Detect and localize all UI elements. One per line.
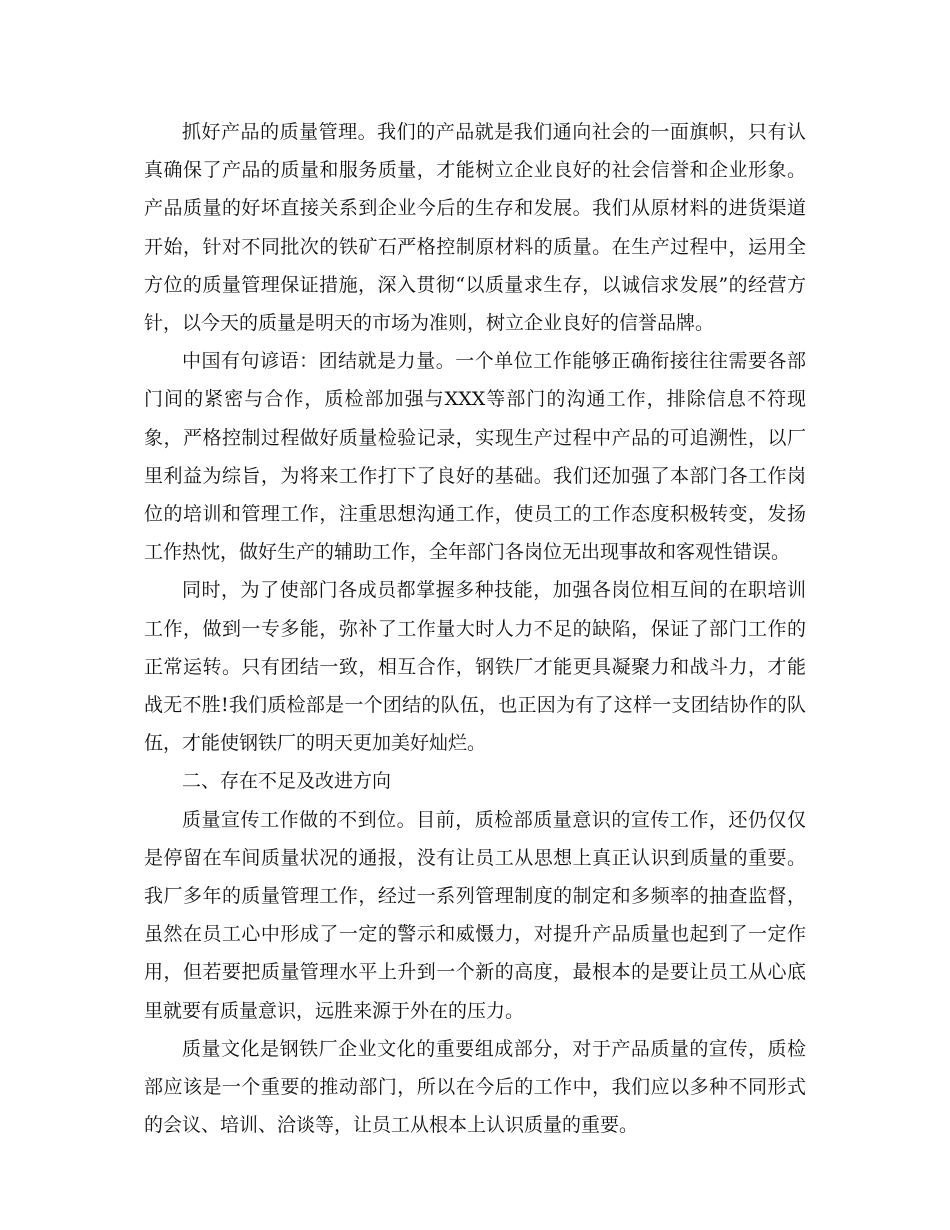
paragraph-training: 同时，为了使部门各成员都掌握多种技能，加强各岗位相互间的在职培训工作，做到一专多能，弥补了工作量大时人力不足的缺陷，保证了部门工作的正常运转。只有团结一致，相互合作，钢铁厂才能更具凝聚力和战斗力，才能战无不胜!我们质检部是一个团结的队伍，也正因为有了这样一支团结协作的队伍，才能使钢铁厂的明天更加美好灿烂。: [144, 579, 806, 755]
document-body: [144, 113, 806, 1144]
paragraph-quality-management: 抓好产品的质量管理。我们的产品就是我们通向社会的一面旗帜，只有认真确保了产品的质量和服务质量，才能树立企业良好的社会信誉和企业形象。产品质量的好坏直接关系到企业今后的生存和发展。我们从原材料的进货渠道开始，针对不同批次的铁矿石严格控制原材料的质量。在生产过程中，运用全方位的质量管理保证措施，深入贯彻“以质量求生存，以诚信求发展”的经营方针，以今天的质量是明天的市场为准则，树立企业良好的信誉品牌。: [144, 121, 806, 335]
paragraph-publicity: 质量宣传工作做的不到位。目前，质检部质量意识的宣传工作，还仍仅仅是停留在车间质量状况的通报，没有让员工从思想上真正认识到质量的重要。我厂多年的质量管理工作，经过一系列管理制度的制定和多频率的抽查监督，虽然在员工心中形成了一定的警示和威慑力，对提升产品质量也起到了一定作用，但若要把质量管理水平上升到一个新的高度，最根本的是要让员工从心底里就要有质量意识，远胜来源于外在的压力。: [144, 808, 806, 1022]
paragraph-quality-culture: 质量文化是钢铁厂企业文化的重要组成部分，对于产品质量的宣传，质检部应该是一个重要的推动部门，所以在今后的工作中，我们应以多种不同形式的会议、培训、洽谈等，让员工从根本上认识质量的重要。: [144, 1037, 806, 1137]
paragraph-teamwork: 中国有句谚语：团结就是力量。一个单位工作能够正确衔接往往需要各部门间的紧密与合作，质检部加强与XXX等部门的沟通工作，排除信息不符现象，严格控制过程做好质量检验记录，实现生产过程中产品的可追溯性，以厂里利益为综旨，为将来工作打下了良好的基础。我们还加强了本部门各工作岗位的培训和管理工作，注重思想沟通工作，使员工的工作态度积极转变，发扬工作热忱，做好生产的辅助工作，全年部门各岗位无出现事故和客观性错误。: [144, 350, 806, 564]
section-heading: 二、存在不足及改进方向: [182, 770, 392, 793]
